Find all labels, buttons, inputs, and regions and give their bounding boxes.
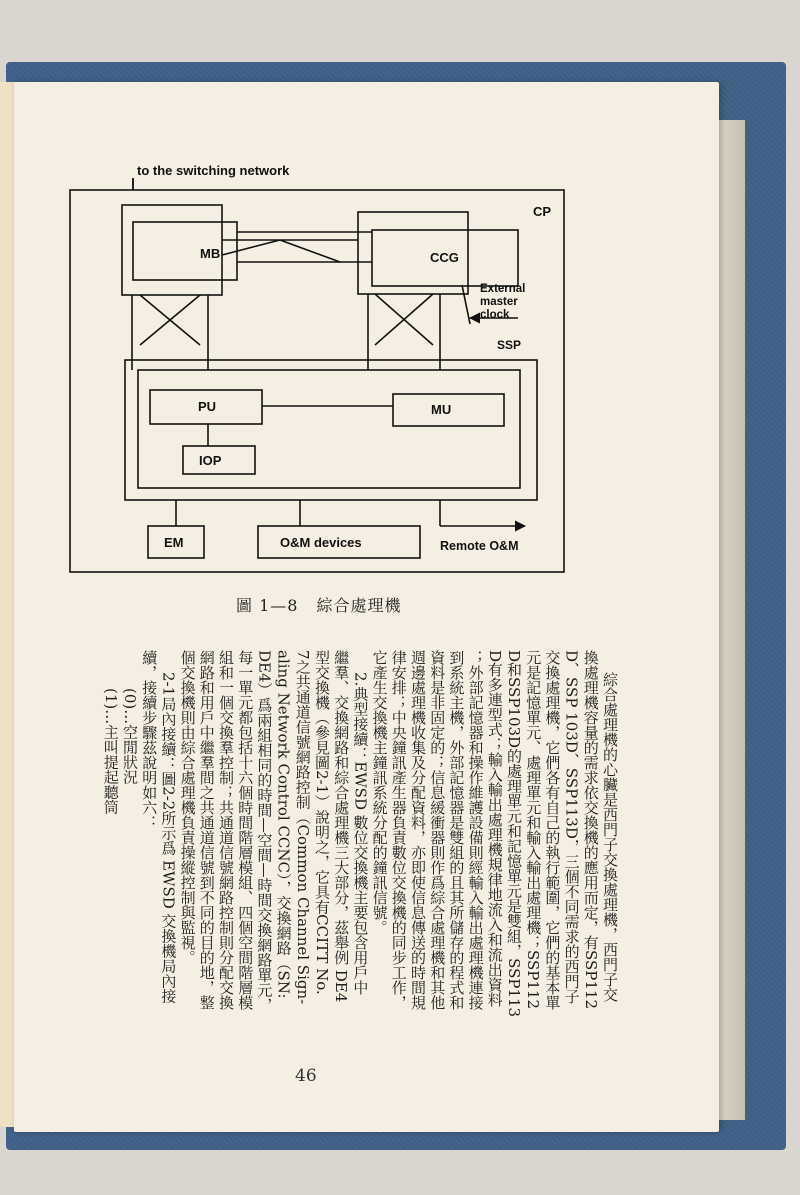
text-column: DE4）爲兩組相同的時間—空間—時間交換網路單元，: [255, 650, 274, 1013]
text-column: 換處理機容量的需求依交換機的應用而定，有SSP112: [581, 650, 600, 1010]
mb-label: MB: [200, 246, 221, 261]
cp-frame: [70, 190, 564, 572]
text-column: 2.典型接續：EWSD 數位交換機主要包含用戶中: [351, 672, 370, 995]
text-column: 交換處理機，它們各有自己的執行範圍，它們的基本單: [543, 650, 562, 1010]
mu-label: MU: [431, 402, 452, 417]
text-column: (1)…主叫提起聽筒: [101, 688, 120, 815]
figure-caption: [236, 593, 401, 616]
ccg-label: CCG: [430, 250, 459, 265]
ssp-inner-box: [138, 370, 520, 488]
page-number: 46: [295, 1066, 317, 1086]
em-label: EM: [164, 535, 184, 550]
text-column: aling Network Control CCNC），交換網路（SN:: [274, 650, 293, 999]
ssp-label: SSP: [497, 338, 522, 352]
remote-om-label: Remote O&M: [440, 539, 519, 553]
text-column: 組和一個交換羣控制；共通道信號網路控制則分配交換: [217, 650, 235, 1010]
om-devices-label: O&M devices: [280, 535, 362, 550]
text-column: 2-1局內接續：圖2-2所示爲 EWSD 交換機局內接: [159, 672, 178, 1004]
text-column: 繼羣、交換網路和綜合處理機三大部分，茲舉例 DE4: [332, 650, 351, 1003]
cp-label: CP: [533, 204, 552, 219]
text-column: 綜合處理機的心臟是西門子交換處理機，西門子交: [601, 672, 619, 1002]
text-column: 型交換機（參見圖2-1）說明之，它具有CCITT No.: [313, 650, 331, 995]
body-text: [62, 650, 619, 1040]
iop-label: IOP: [199, 453, 222, 468]
text-column: (0)…空閒狀況: [121, 688, 139, 785]
text-column: 網路和用戶中繼羣間之共通道信號到不同的目的地，整: [197, 650, 216, 1010]
text-column: D、SSP 103D、SSP113D，三個不同需求的西門子: [562, 650, 581, 1004]
ext-clock-label-3: clock: [480, 309, 510, 321]
text-column: ；外部記憶器和操作維護設備則經輸入輸出處理機連接: [466, 650, 485, 1010]
text-column: 7之共通道信號網路控制（Common Channel Sign-: [293, 650, 312, 1005]
text-column: D和SSP103D的處理單元和記憶單元是雙組，SSP113: [505, 650, 523, 1018]
text-column: 續，接續步驟茲說明如六：: [140, 650, 159, 830]
ext-clock-label-1: External: [480, 283, 526, 295]
switching-network-label: to the switching network: [137, 163, 290, 178]
ssp-outer-box: [125, 360, 537, 500]
figure-title: 綜合處理機: [316, 596, 402, 615]
text-column: 它產生交換機主鐘訊系統分配的鐘訊信號。: [370, 650, 389, 935]
text-column: 到系統主機，外部記憶器是雙組的且其所儲存的程式和: [447, 650, 466, 1010]
text-column: 律安排；中央鐘訊產生器負責數位交換機的同步工作，: [389, 650, 408, 1010]
ext-clock-label-2: master: [480, 296, 518, 308]
text-column: 個交換機則由綜合處理機負責操縱控制與監視。: [178, 650, 197, 965]
pu-label: PU: [198, 399, 217, 414]
text-column: 週邊處理機收集及分配資料，亦即使信息傳送的時間規: [409, 650, 427, 1010]
figure-number: 圖 1—8: [236, 596, 299, 615]
text-column: D有多連型式；輸入輸出處理機規律地流入和流出資料: [485, 650, 504, 1008]
text-column: 資料是非固定的；信息緩衝器則作爲綜合處理機和其他: [428, 650, 447, 1010]
text-column: 元是記憶單元、處理單元和輸入輸出處理機；SSP112: [524, 650, 543, 1010]
text-column: 每一單元都包括十六個時間階層模組、四個空間階層模: [236, 650, 255, 1010]
